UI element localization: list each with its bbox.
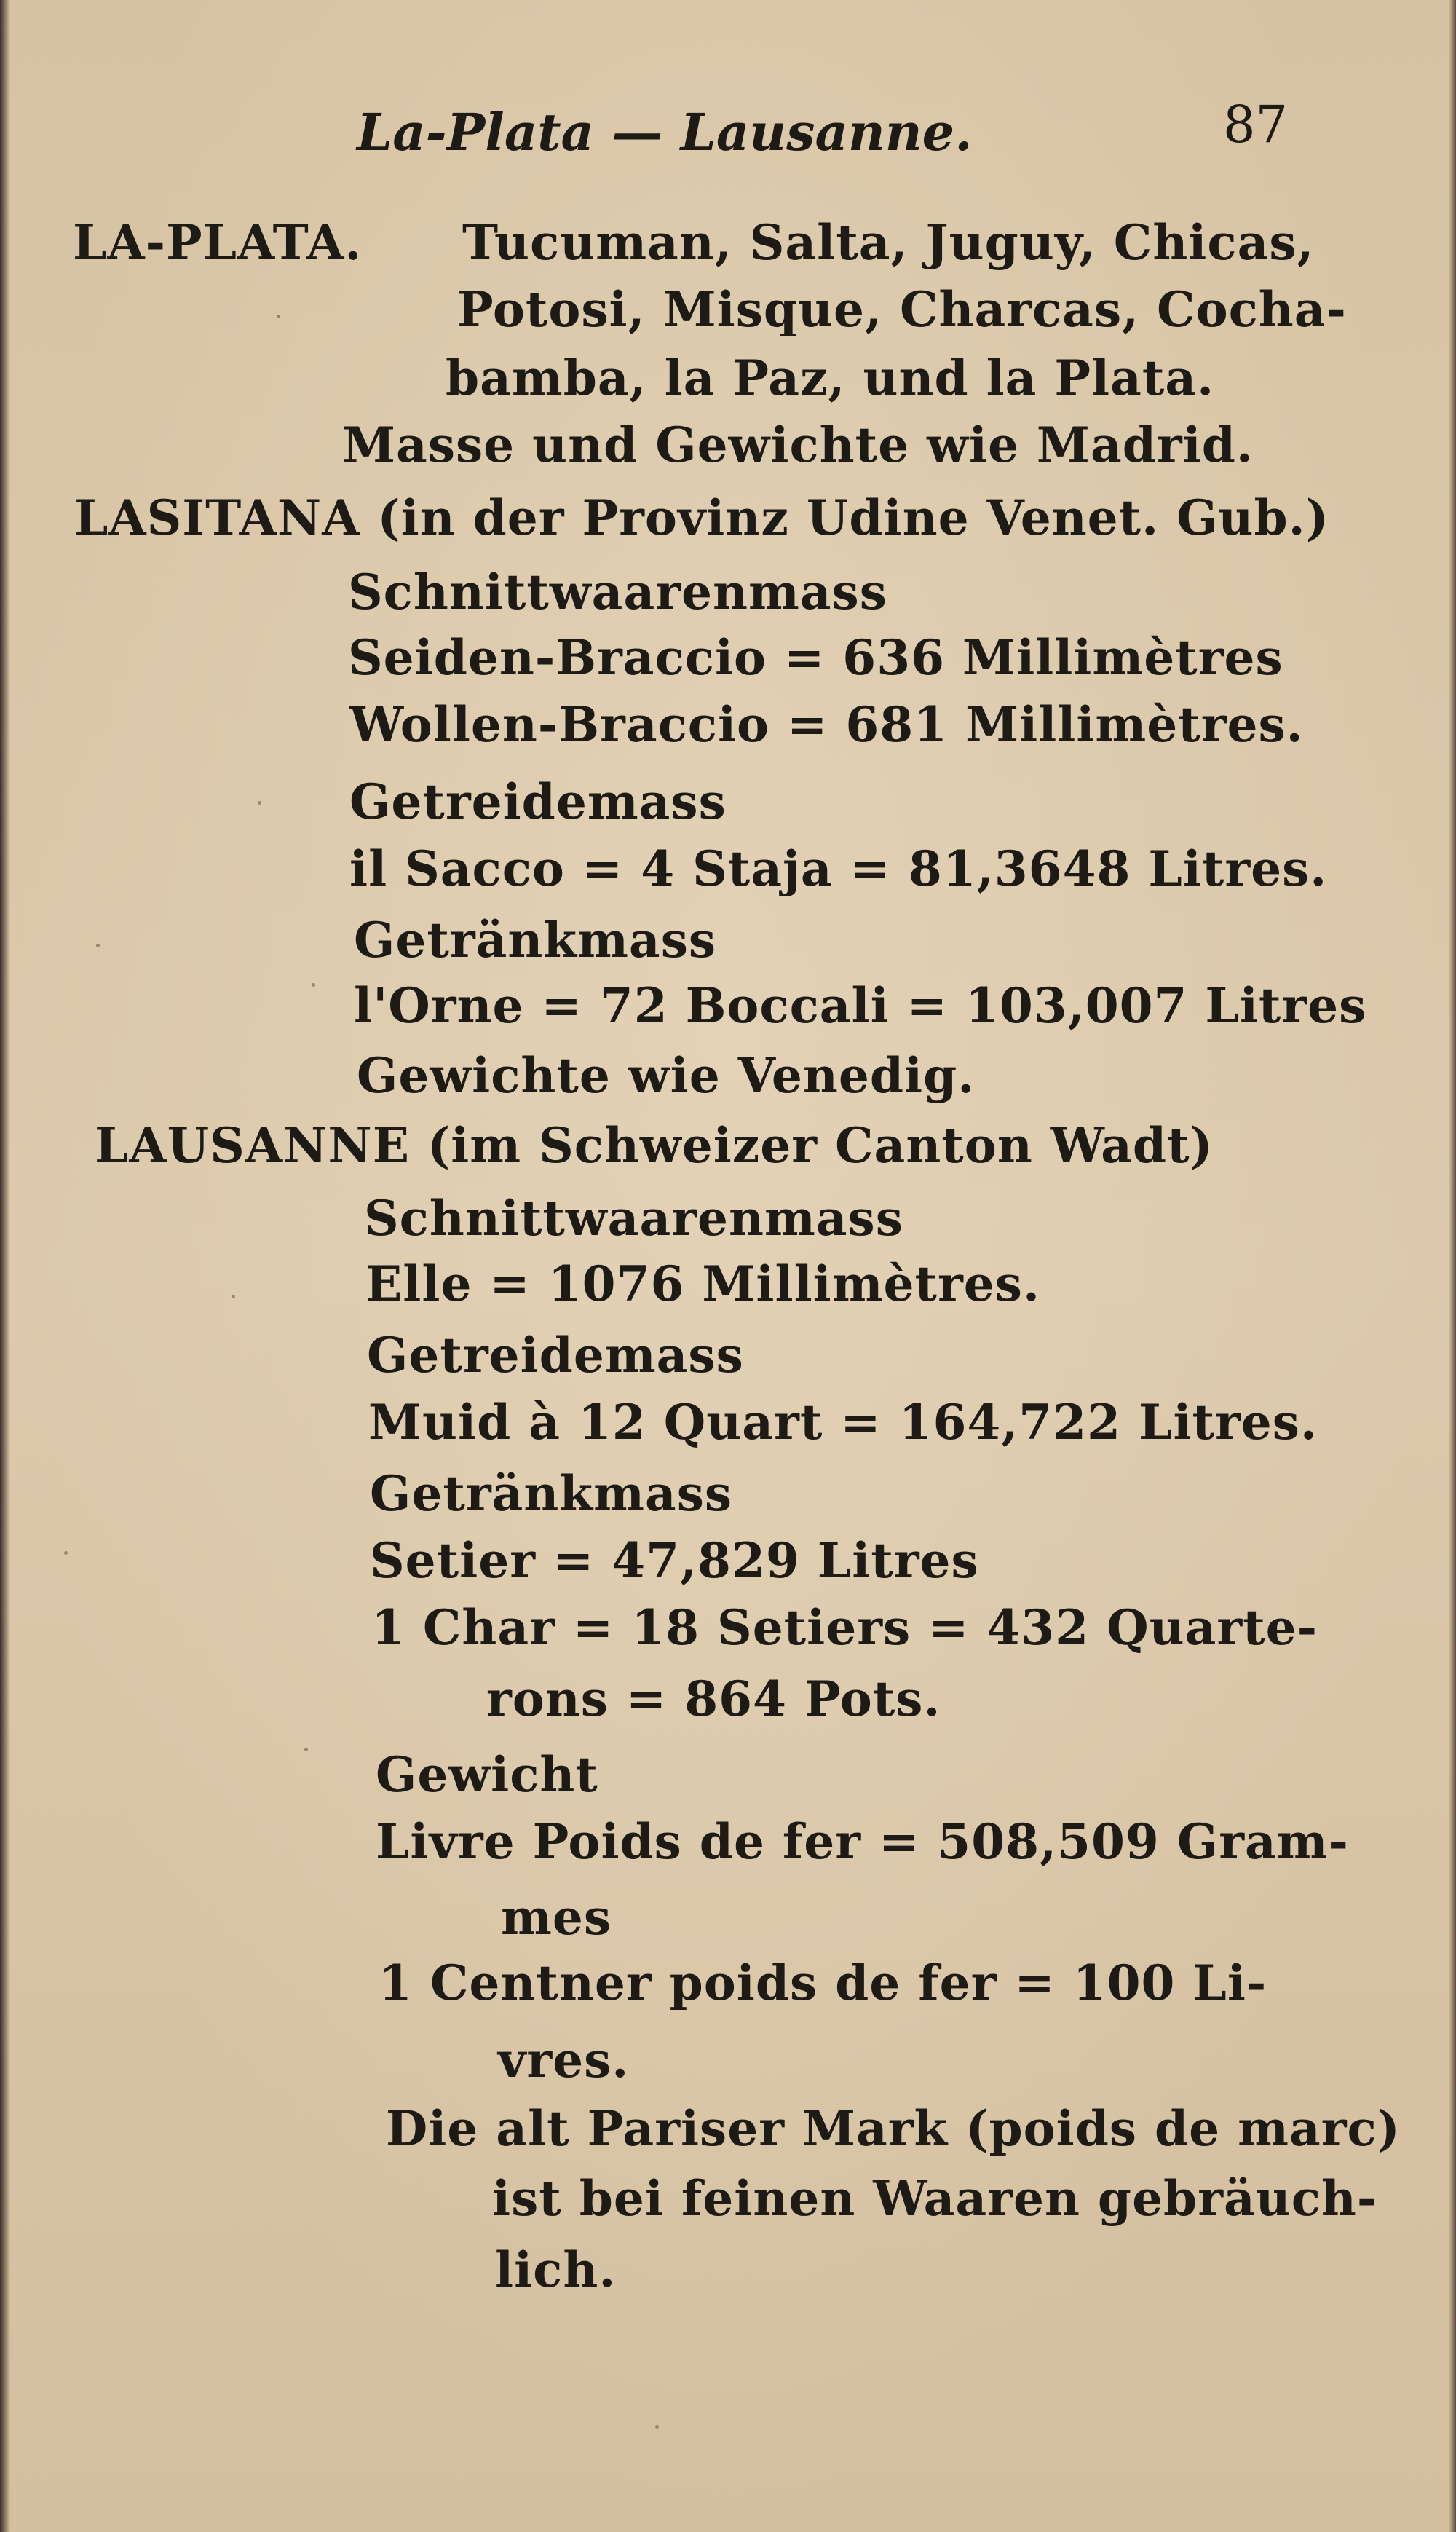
text-line: Potosi, Misque, Charcas, Cocha- (457, 281, 1347, 338)
text-line: Wollen-Braccio = 681 Millimètres. (349, 696, 1304, 753)
text-line: lich. (495, 2241, 617, 2298)
text-line: ist bei feinen Waaren gebräuch- (492, 2170, 1378, 2227)
text-line: Schnittwaarenmass (364, 1190, 903, 1247)
text-line: Getreidemass (367, 1327, 744, 1384)
text-line: Seiden-Braccio = 636 Millimètres (348, 629, 1283, 686)
paper-speck (312, 983, 315, 987)
page-edge-left (0, 0, 10, 2532)
text-line: l'Orne = 72 Boccali = 103,007 Litres (354, 977, 1367, 1034)
running-title: La-Plata — Lausanne. (357, 102, 973, 162)
entry-heading-la-plata: LA-PLATA. (73, 214, 363, 271)
text-line: Getränkmass (370, 1465, 733, 1522)
entry-heading-lasitana: LASITANA (in der Provinz Udine Venet. Gub.) (74, 489, 1329, 546)
text-line: Setier = 47,829 Litres (370, 1532, 979, 1589)
text-line: Die alt Pariser Mark (poids de marc) (386, 2100, 1401, 2157)
text-line: Tucuman, Salta, Juguy, Chicas, (462, 214, 1315, 271)
text-line: bamba, la Paz, und la Plata. (446, 350, 1215, 406)
text-line: Elle = 1076 Millimètres. (365, 1255, 1040, 1312)
entry-heading-lausanne: LAUSANNE (im Schweizer Canton Wadt) (95, 1117, 1214, 1174)
page-edge-right (1449, 0, 1456, 2532)
paper-speck (277, 315, 280, 318)
text-line: rons = 864 Pots. (486, 1671, 941, 1727)
text-line: Masse und Gewichte wie Madrid. (342, 417, 1254, 473)
paper-speck (96, 944, 100, 947)
text-line: Livre Poids de fer = 508,509 Gram- (376, 1813, 1349, 1870)
text-line: 1 Char = 18 Setiers = 432 Quarte- (371, 1599, 1318, 1656)
paper-speck (304, 1748, 308, 1751)
text-line: Gewicht (376, 1746, 598, 1803)
text-line: 1 Centner poids de fer = 100 Li- (379, 1955, 1267, 2011)
text-line: Getränkmass (354, 912, 717, 969)
paper-speck (655, 2425, 659, 2429)
text-line: Gewichte wie Venedig. (357, 1047, 976, 1104)
text-line: Getreidemass (349, 773, 727, 830)
text-line: mes (501, 1889, 612, 1946)
text-line: vres. (498, 2032, 630, 2089)
page-number: 87 (1223, 95, 1289, 154)
text-line: Muid à 12 Quart = 164,722 Litres. (368, 1394, 1318, 1451)
paper-speck (64, 1551, 68, 1555)
paper-speck (258, 801, 261, 805)
text-line: il Sacco = 4 Staja = 81,3648 Litres. (349, 840, 1328, 897)
paper-speck (232, 1295, 235, 1298)
text-line: Schnittwaarenmass (348, 564, 887, 620)
